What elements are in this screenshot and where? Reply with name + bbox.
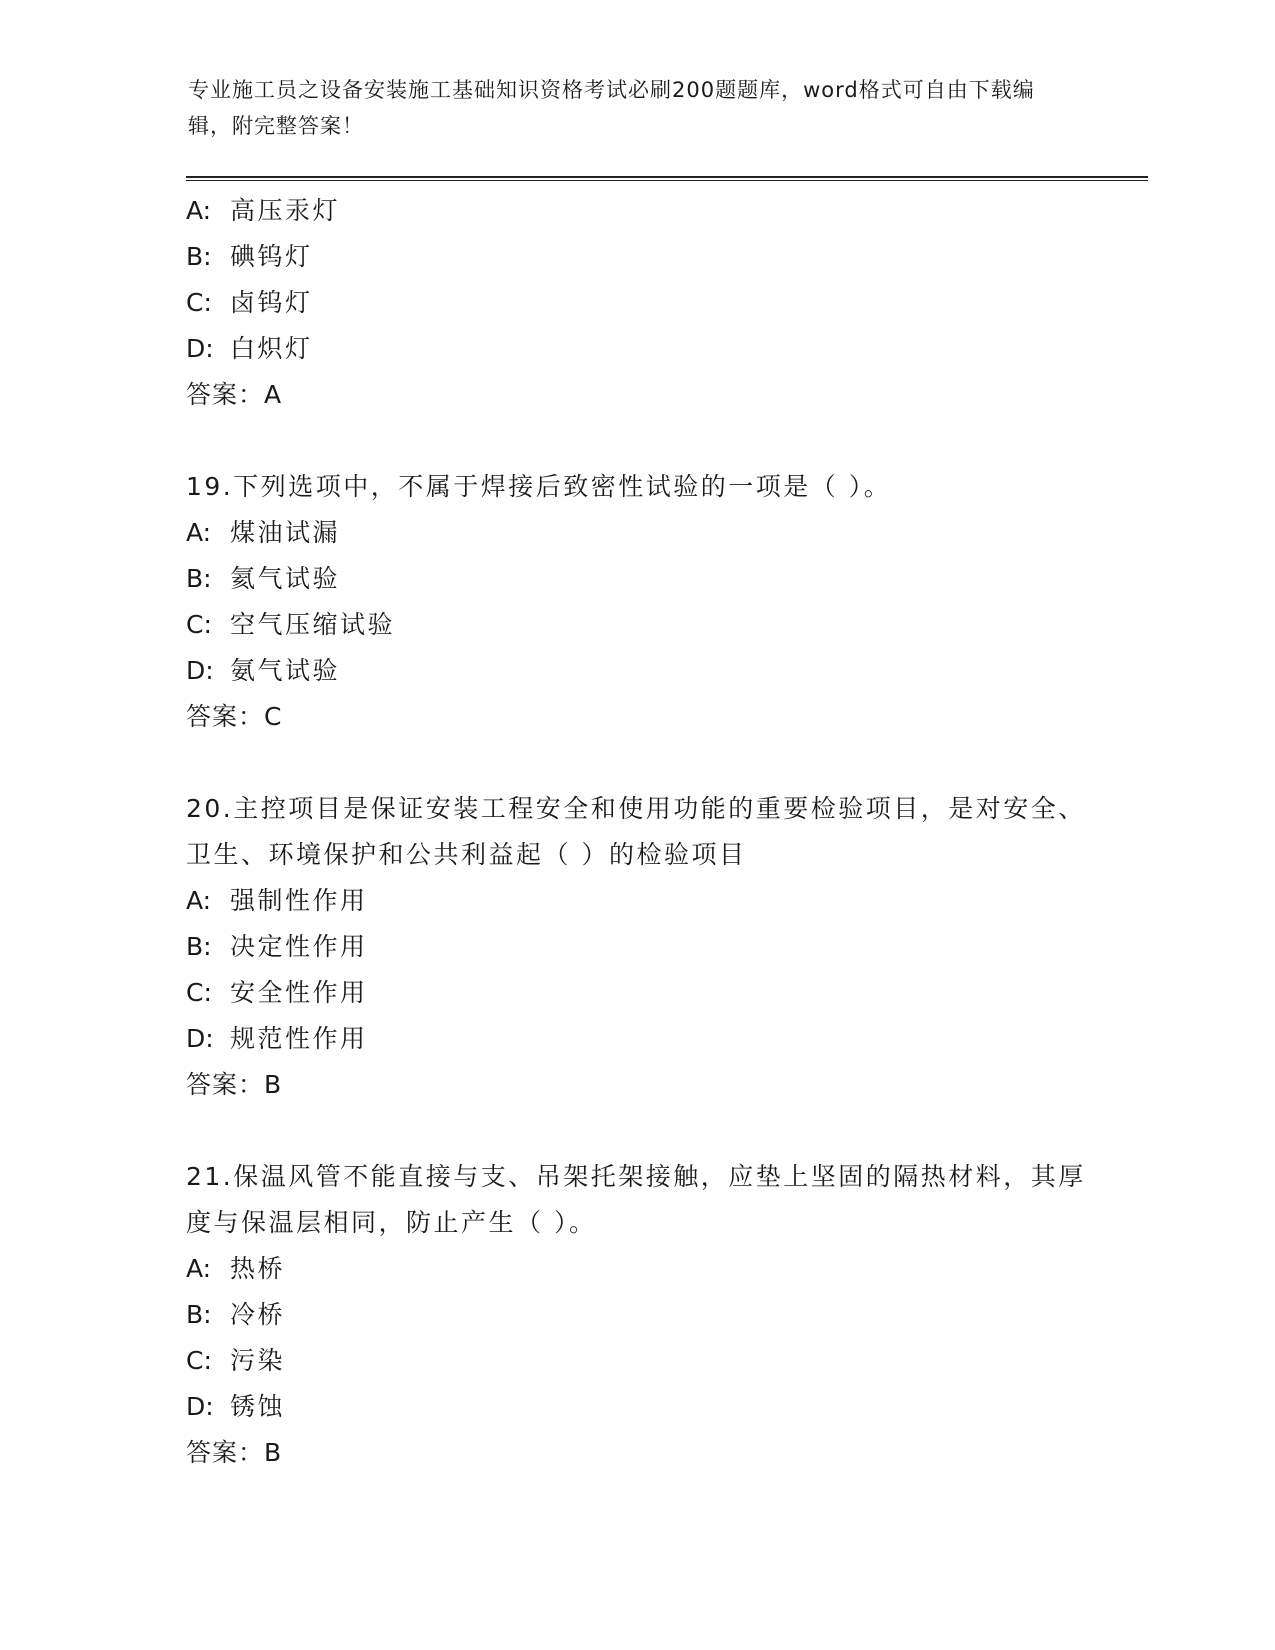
option-c [186, 280, 1086, 326]
option-a [186, 1246, 1086, 1292]
option-key: A: [186, 886, 212, 915]
option-key: A: [186, 1254, 212, 1283]
option-text: 锈蚀 [230, 1392, 286, 1421]
option-text: 规范性作用 [230, 1024, 368, 1053]
option-d [186, 1016, 1086, 1062]
option-text: 煤油试漏 [230, 518, 341, 547]
option-text: 高压汞灯 [230, 196, 341, 225]
option-key: D: [186, 1024, 214, 1053]
option-key: A: [186, 196, 212, 225]
answer-line: 答案：B [186, 1070, 283, 1099]
option-key: A: [186, 518, 212, 547]
option-a [186, 188, 1086, 234]
option-text: 氨气试验 [230, 656, 341, 685]
question-stem: 19.下列选项中，不属于焊接后致密性试验的一项是（ ）。 [186, 472, 892, 501]
option-a [186, 510, 1086, 556]
answer-line: 答案：C [186, 702, 283, 731]
option-key: B: [186, 932, 212, 961]
option-d [186, 326, 1086, 372]
question-18 [186, 188, 1086, 418]
option-text: 决定性作用 [230, 932, 368, 961]
option-b [186, 556, 1086, 602]
option-key: C: [186, 1346, 212, 1375]
option-text: 氦气试验 [230, 564, 341, 593]
option-key: D: [186, 1392, 214, 1421]
option-b [186, 924, 1086, 970]
option-text: 热桥 [230, 1254, 286, 1283]
option-key: C: [186, 978, 212, 1007]
option-key: D: [186, 334, 214, 363]
option-key: C: [186, 610, 212, 639]
header-divider [186, 176, 1148, 181]
answer-line: 答案：B [186, 1438, 283, 1467]
question-list [186, 188, 1086, 1522]
question-stem: 21.保温风管不能直接与支、吊架托架接触，应垫上坚固的隔热材料，其厚度与保温层相同，防止产生（ ）。 [186, 1162, 1086, 1237]
option-b [186, 234, 1086, 280]
option-d [186, 1384, 1086, 1430]
option-d [186, 648, 1086, 694]
option-text: 碘钨灯 [230, 242, 313, 271]
question-21 [186, 1154, 1086, 1476]
option-key: B: [186, 564, 212, 593]
page-header: 专业施工员之设备安装施工基础知识资格考试必刷200题题库，word格式可自由下载编辑，附完整答案！ [188, 78, 1035, 138]
option-b [186, 1292, 1086, 1338]
option-text: 安全性作用 [230, 978, 368, 1007]
option-c [186, 970, 1086, 1016]
option-key: B: [186, 242, 212, 271]
option-key: B: [186, 1300, 212, 1329]
question-20 [186, 786, 1086, 1108]
option-text: 卤钨灯 [230, 288, 313, 317]
option-key: D: [186, 656, 214, 685]
question-19 [186, 464, 1086, 740]
option-a [186, 878, 1086, 924]
option-text: 空气压缩试验 [230, 610, 396, 639]
option-text: 冷桥 [230, 1300, 286, 1329]
option-c [186, 602, 1086, 648]
option-c [186, 1338, 1086, 1384]
option-text: 白炽灯 [230, 334, 313, 363]
option-text: 污染 [230, 1346, 286, 1375]
option-text: 强制性作用 [230, 886, 368, 915]
answer-line: 答案：A [186, 380, 283, 409]
option-key: C: [186, 288, 212, 317]
question-stem: 20.主控项目是保证安装工程安全和使用功能的重要检验项目，是对安全、卫生、环境保护和公共利益起（ ）的检验项目 [186, 794, 1086, 869]
